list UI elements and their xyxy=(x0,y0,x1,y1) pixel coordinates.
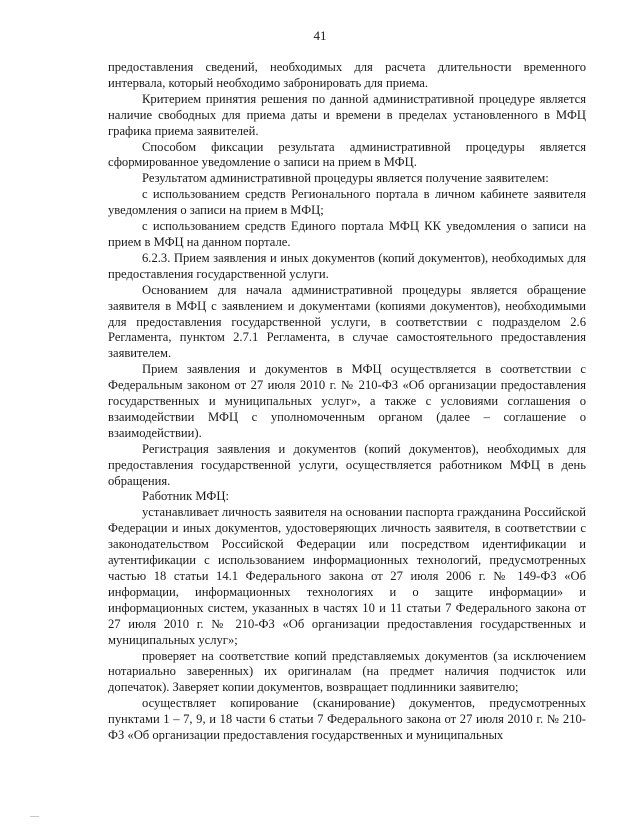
paragraph-copies-check: проверяет на соответствие копий представляемых документов (за исключением нотариально заверенных) их оригиналам (на предмет наличия подчисток или допечаток). Заверяет копии документов, возвращает подлинники заявителю; xyxy=(108,648,586,695)
paragraph-acceptance-law: Прием заявления и документов в МФЦ осуществляется в соответствии с Федеральным законом от 27 июля 2010 г. № 210-ФЗ «Об организации предоставления государственных и муниципальных услуг», а также с условиями соглашения о взаимодействии МФЦ с уполномоченным органом (далее – соглашение о взаимодействии). xyxy=(108,362,586,440)
document-body xyxy=(108,60,586,744)
paragraph-procedure-basis: Основанием для начала административной процедуры является обращение заявителя в МФЦ с заявлением и документами (копиями документов), необходимыми для предоставления государственной услуги, в соответствии с подразделом 2.6 Регламента, пунктом 2.7.1 Регламента, в случае самостоятельного предоставления заявителем. xyxy=(108,282,586,361)
paragraph-copying: осуществляет копирование (сканирование) документов, предусмотренных пунктами 1 – 7, 9, и 18 части 6 статьи 7 Федерального закона от 27 июля 2010 г. № 210-ФЗ «Об организации предоставления государственных и муниципальных xyxy=(108,696,586,743)
paragraph-unified-portal: с использованием средств Единого портала МФЦ КК уведомления о записи на прием в МФЦ на данном портале. xyxy=(108,219,586,249)
paragraph-procedure-result: Результатом административной процедуры является получение заявителем: xyxy=(142,171,549,186)
paragraph-decision-criterion: Критерием принятия решения по данной административной процедуре является наличие свободных для приема даты и времени в пределах установленного в МФЦ графика приема заявителей. xyxy=(108,91,586,138)
paragraph-registration: Регистрация заявления и документов (копий документов), необходимых для предоставления государственной услуги, осуществляется работником МФЦ в день обращения. xyxy=(108,441,586,488)
paragraph-identity-check: устанавливает личность заявителя на основании паспорта гражданина Российской Федерации и иных документов, удостоверяющих личность заявителя, в соответствии с законодательством Российской Федерации или посредством идентификации и аутентификации с использованием информационных технологий, предусмотренных частью 18 статьи 14.1 Федерального закона от 27 июля 2006 г. № 149-ФЗ «Об информации, информационных технологиях и о защите информации» и информационных систем, указанных в частях 10 и 11 статьи 7 Федерального закона от 27 июля 2010 г. № 210-ФЗ «Об организации предоставления государственных и муниципальных услуг»; xyxy=(108,505,586,647)
paragraph-regional-portal: с использованием средств Регионального портала в личном кабинете заявителя уведомления о записи на прием в МФЦ; xyxy=(108,187,586,218)
paragraph-section-6-2-3: 6.2.3. Прием заявления и иных документов (копий документов), необходимых для предоставления государственной услуги. xyxy=(108,250,586,281)
scan-artifact: — xyxy=(30,811,39,821)
page-number: 41 xyxy=(313,28,327,43)
paragraph-intro-continuation: предоставления сведений, необходимых для расчета длительности временного интервала, который необходимо забронировать для приема. xyxy=(108,60,586,90)
paragraph-mfc-worker: Работник МФЦ: xyxy=(142,489,229,504)
paragraph-fixation-method: Способом фиксации результата административной процедуры является сформированное уведомление о записи на прием в МФЦ. xyxy=(108,139,586,170)
